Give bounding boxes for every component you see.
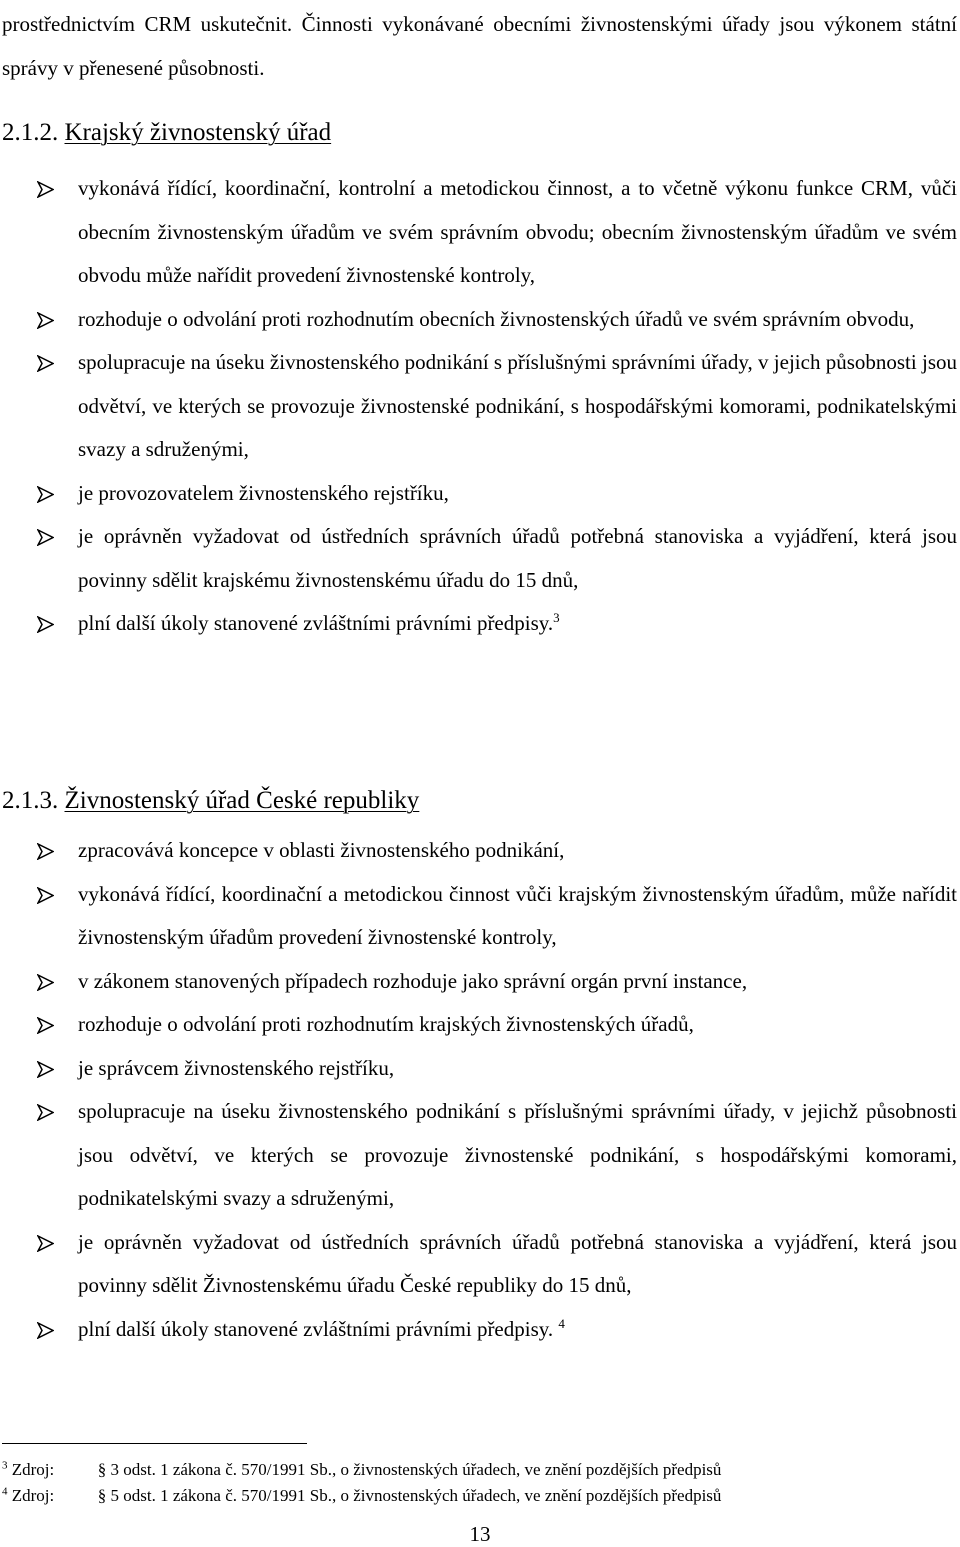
arrowhead-bullet-icon xyxy=(37,887,54,904)
list-item-text: spolupracuje na úseku živnostenského podnikání s příslušnými správními úřady, v jejich působnosti jsou odvětví, ve kterých se provozuje živnostenské podnikání, s hospodářskými komorami, podnikatelskými svazy a sdruženými, xyxy=(78,350,957,461)
section-2-1-2-list xyxy=(0,167,957,646)
list-item-text: je oprávněn vyžadovat od ústředních správních úřadů potřebná stanoviska a vyjádření, která jsou povinny sdělit krajskému živnostenskému úřadu do 15 dnů, xyxy=(78,524,957,592)
list-item xyxy=(0,602,957,646)
footnote-ref[interactable]: 4 xyxy=(558,1315,565,1331)
arrowhead-bullet-icon xyxy=(37,1061,54,1078)
list-item-text: je provozovatelem živnostenského rejstříku, xyxy=(78,480,449,505)
list-item xyxy=(0,298,957,342)
arrowhead-bullet-icon xyxy=(37,181,54,198)
arrowhead-bullet-icon xyxy=(37,974,54,991)
list-item-text: zpracovává koncepce v oblasti živnostenského podnikání, xyxy=(78,838,565,862)
intro-paragraph: prostřednictvím CRM uskutečnit. Činnosti vykonávané obecními živnostenskými úřady jsou výkonem státní správy v přenesené působnosti. xyxy=(2,12,957,80)
footnote-mark: 3 xyxy=(2,1459,8,1472)
list-item xyxy=(0,1221,957,1308)
list-item-text: je oprávněn vyžadovat od ústředních správních úřadů potřebná stanoviska a vyjádření, která jsou povinny sdělit Živnostenskému úřadu České republiky do 15 dnů, xyxy=(78,1229,957,1297)
arrowhead-bullet-icon xyxy=(37,616,54,633)
list-item-text: plní další úkoly stanovené zvláštními právními předpisy. xyxy=(78,1316,554,1341)
footnote-label: Zdroj: xyxy=(11,1486,55,1505)
footnote-3 xyxy=(2,1457,942,1483)
list-item xyxy=(0,1047,957,1091)
list-item xyxy=(0,341,957,472)
list-item-text: rozhoduje o odvolání proti rozhodnutím obecních živnostenských úřadů ve svém správním obvodu, xyxy=(78,306,915,331)
section-title: Krajský živnostenský úřad xyxy=(64,119,332,146)
footnotes xyxy=(2,1457,942,1509)
footnote-mark: 4 xyxy=(2,1485,8,1498)
arrowhead-bullet-icon xyxy=(37,1017,54,1034)
arrowhead-bullet-icon xyxy=(37,1235,54,1252)
section-number: 2.1.2. xyxy=(2,119,59,146)
footnote-text: § 5 odst. 1 zákona č. 570/1991 Sb., o živnostenských úřadech, ve znění pozdějších předpisů xyxy=(97,1486,722,1505)
list-item xyxy=(0,1090,957,1221)
section-heading-2-1-2 xyxy=(2,118,331,148)
section-title: Živnostenský úřad České republiky xyxy=(64,787,420,814)
section-number: 2.1.3. xyxy=(2,787,59,814)
list-item-text: vykonává řídící, koordinační, kontrolní a metodickou činnost, a to včetně výkonu funkce CRM, vůči obecním živnostenským úřadům ve svém správním obvodu; obecním živnostenským úřadům ve svém obvodu může nařídit provedení živnostenské kontroly, xyxy=(78,176,957,287)
arrowhead-bullet-icon xyxy=(37,529,54,546)
list-item xyxy=(0,829,957,873)
section-heading-2-1-3 xyxy=(2,786,419,816)
list-item-text: je správcem živnostenského rejstříku, xyxy=(78,1055,395,1080)
list-item xyxy=(0,167,957,298)
arrowhead-bullet-icon xyxy=(37,486,54,503)
list-item xyxy=(0,873,957,960)
section-2-1-3-list xyxy=(0,829,957,1351)
list-item-text: vykonává řídící, koordinační a metodickou činnost vůči krajským živnostenským úřadům, může nařídit živnostenským úřadům provedení živnostenské kontroly, xyxy=(78,881,957,949)
footnote-text: § 3 odst. 1 zákona č. 570/1991 Sb., o živnostenských úřadech, ve znění pozdějších předpisů xyxy=(97,1460,722,1479)
footnote-4 xyxy=(2,1483,942,1509)
footnote-label: Zdroj: xyxy=(11,1460,55,1479)
list-item-text: rozhoduje o odvolání proti rozhodnutím krajských živnostenských úřadů, xyxy=(78,1012,694,1036)
list-item-text: plní další úkoly stanovené zvláštními právními předpisy. xyxy=(78,611,554,635)
list-item xyxy=(0,1003,957,1047)
arrowhead-bullet-icon xyxy=(37,1104,54,1121)
list-item xyxy=(0,960,957,1004)
list-item-text: spolupracuje na úseku živnostenského podnikání s příslušnými správními úřady, v jejichž působnosti jsou odvětví, ve kterých se provozuje živnostenské podnikání, s hospodářskými komorami, podnikatelskými svazy a sdruženými, xyxy=(78,1099,957,1210)
arrowhead-bullet-icon xyxy=(37,312,54,329)
list-item xyxy=(0,1308,957,1352)
footnote-ref[interactable]: 3 xyxy=(553,610,560,625)
list-item-text: v zákonem stanovených případech rozhoduje jako správní orgán první instance, xyxy=(78,968,748,993)
page-number: 13 xyxy=(469,1522,491,1546)
list-item xyxy=(0,515,957,602)
arrowhead-bullet-icon xyxy=(37,355,54,372)
arrowhead-bullet-icon xyxy=(37,1322,54,1339)
footnote-separator xyxy=(2,1443,307,1444)
list-item xyxy=(0,472,957,516)
arrowhead-bullet-icon xyxy=(37,843,54,860)
